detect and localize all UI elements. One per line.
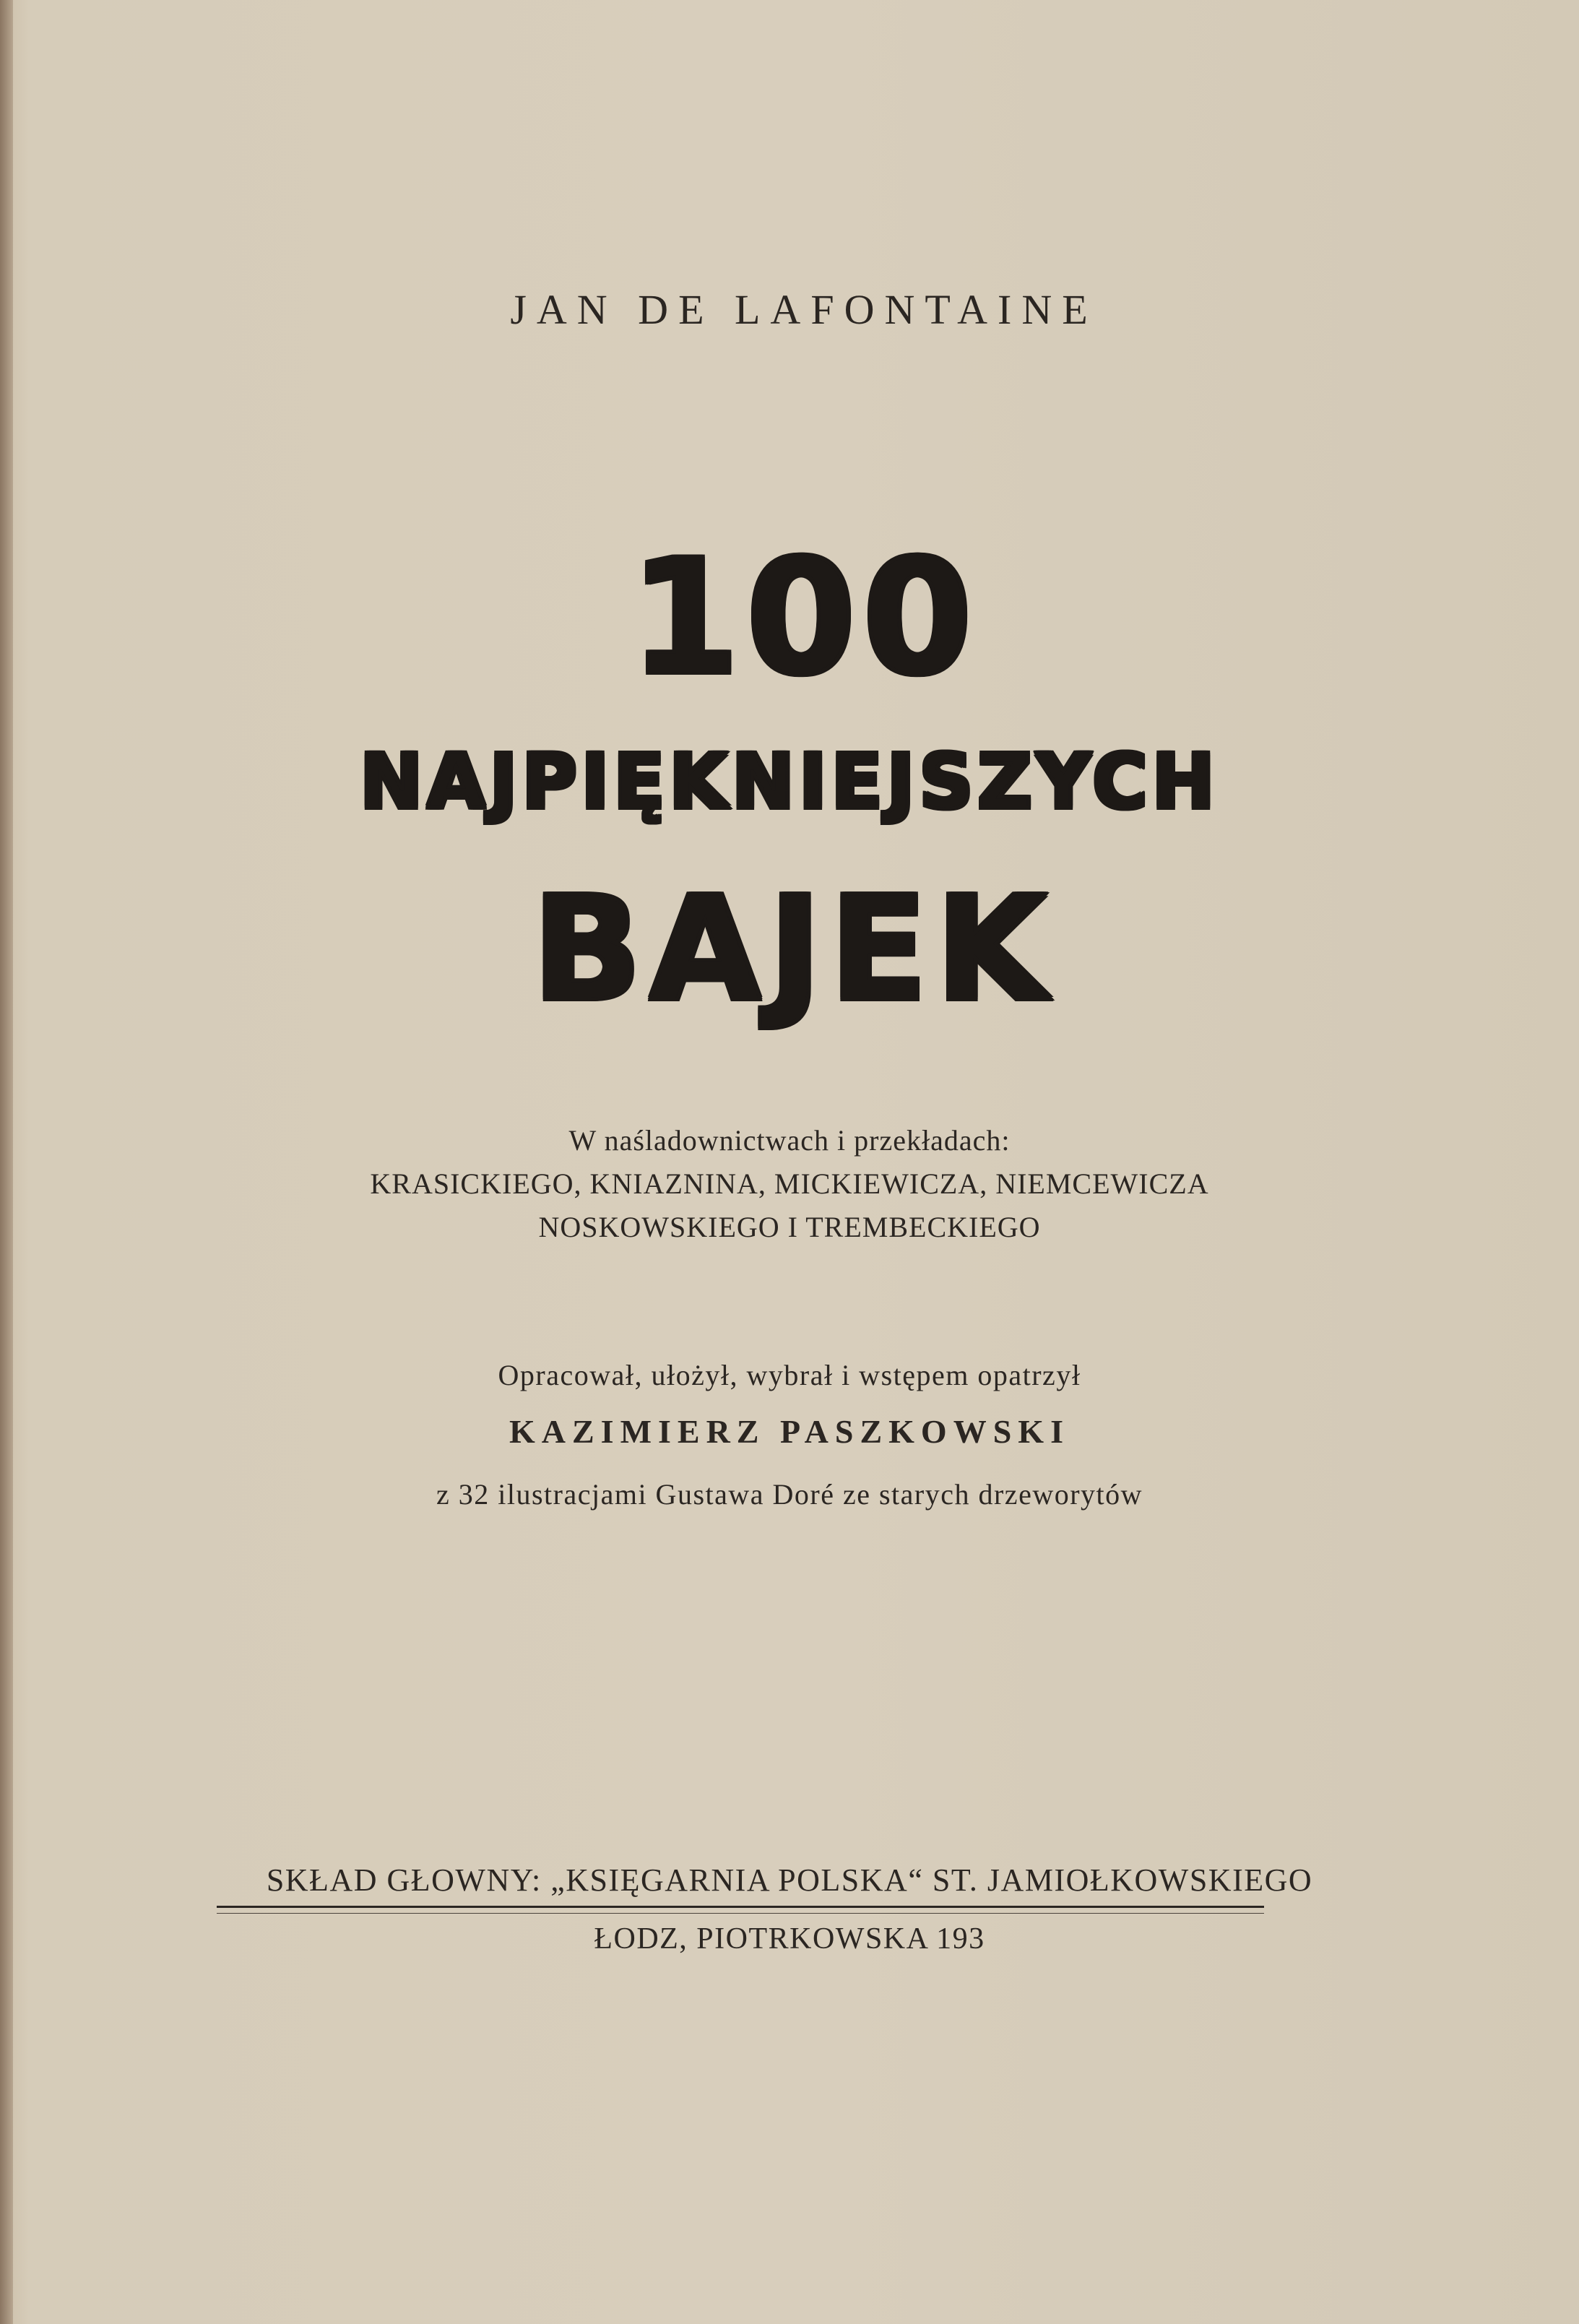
publisher-line-1: SKŁAD GŁOWNY: „KSIĘGARNIA POLSKA“ ST. JAMIOŁKOWSKIEGO <box>266 1862 1313 1898</box>
title-main: BAJEK <box>0 878 1579 1022</box>
author-name: JAN DE LAFONTAINE <box>510 286 1098 333</box>
translators-line-1: KRASICKIEGO, KNIAZNINA, MICKIEWICZA, NIEMCEWICZA <box>370 1167 1209 1200</box>
publisher-divider-thin <box>217 1913 1264 1914</box>
page-binding-edge <box>0 0 13 2324</box>
translations-intro: W naśladownictwach i przekładach: <box>568 1124 1011 1157</box>
illustrations-note: z 32 ilustracjami Gustawa Doré ze starych drzeworytów <box>436 1478 1143 1511</box>
title-subtitle: NAJPIĘKNIEJSZYCH <box>0 744 1579 819</box>
publisher-address: ŁODZ, PIOTRKOWSKA 193 <box>594 1922 985 1956</box>
title-number: 100 <box>0 538 1579 697</box>
translators-line-2: NOSKOWSKIEGO I TREMBECKIEGO <box>538 1211 1041 1243</box>
publisher-divider <box>217 1906 1264 1908</box>
editor-intro: Opracował, ułożył, wybrał i wstępem opatrzył <box>498 1359 1081 1391</box>
editor-name: KAZIMIERZ PASZKOWSKI <box>509 1413 1070 1450</box>
